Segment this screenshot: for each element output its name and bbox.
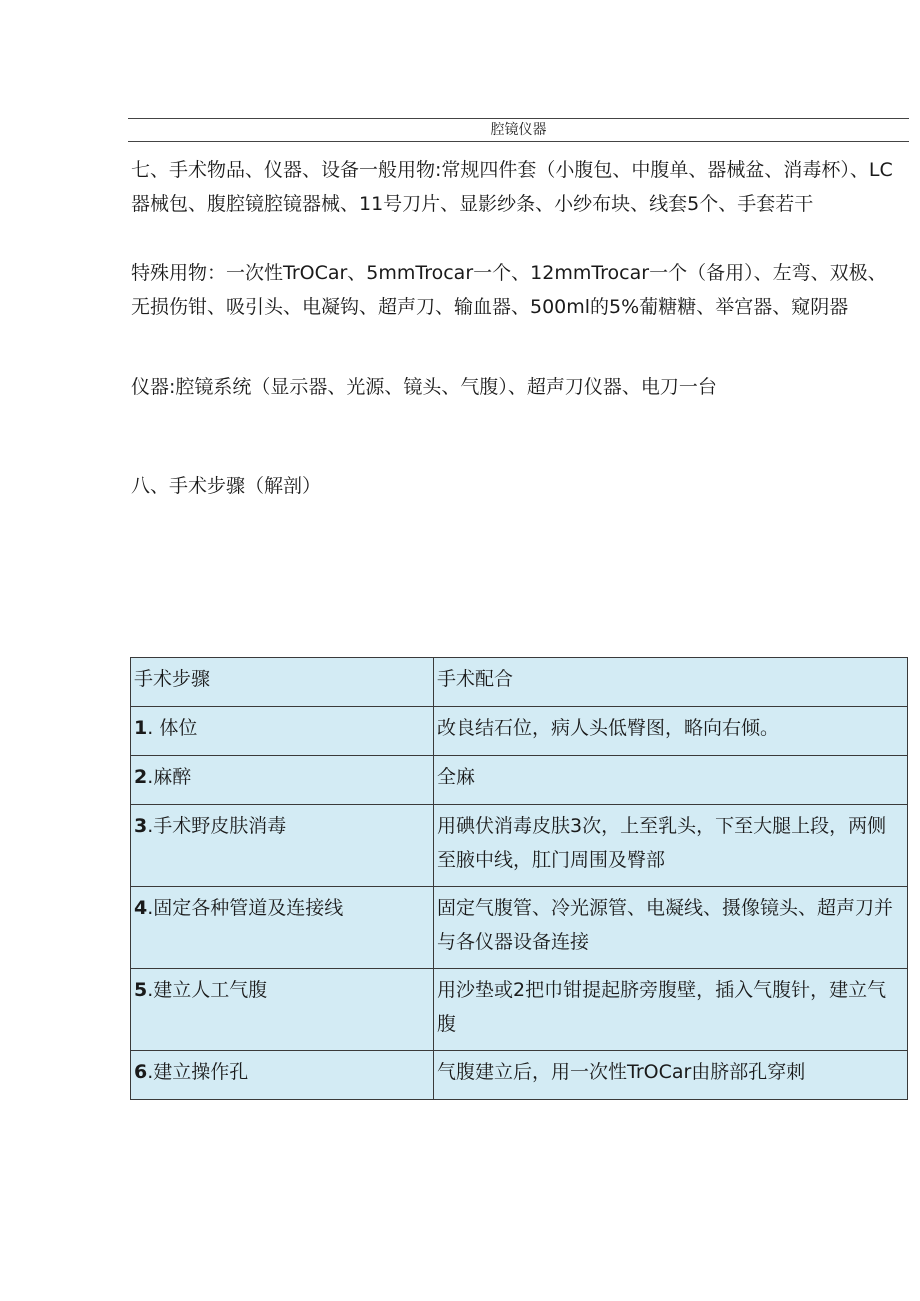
- step-number: 1: [134, 717, 148, 739]
- table-row: [131, 969, 908, 1051]
- step-label: .建立人工气腹: [147, 979, 268, 1001]
- step-cell: [131, 805, 434, 887]
- step-label: .固定各种管道及连接线: [147, 897, 344, 919]
- header-rule-bottom: [128, 141, 909, 142]
- action-cell: 用沙垫或2把巾钳提起脐旁腹壁，插入气腹针，建立气腹: [434, 969, 908, 1051]
- step-label: .麻醉: [147, 766, 192, 788]
- instruments-paragraph: 仪器:腔镜系统（显示器、光源、镜头、气腹）、超声刀仪器、电刀一台: [131, 376, 717, 398]
- step-number: 5: [134, 979, 148, 1001]
- step-label: .建立操作孔: [147, 1061, 249, 1083]
- table-header-row: [131, 658, 908, 707]
- step-number: 2: [134, 766, 148, 788]
- special-supplies-paragraph: 特殊用物：一次性TrOCar、5mmTrocar一个、12mmTrocar一个（备用）、左弯、双极、无损伤钳、吸引头、电凝钩、超声刀、输血器、500ml的5%葡糖糖、举宫器、窥阴器: [131, 262, 887, 318]
- table-row: [131, 1051, 908, 1100]
- step-number: 6: [134, 1061, 148, 1083]
- action-cell: 改良结石位，病人头低臀图，略向右倾。: [434, 707, 908, 756]
- section-heading-surgical-steps: 八、手术步骤（解剖）: [131, 475, 322, 497]
- table-row: [131, 707, 908, 756]
- step-cell: [131, 1051, 434, 1100]
- table-row: [131, 756, 908, 805]
- action-cell: 全麻: [434, 756, 908, 805]
- action-cell: 气腹建立后，用一次性TrOCar由脐部孔穿刺: [434, 1051, 908, 1100]
- step-number: 4: [134, 897, 148, 919]
- step-number: 3: [134, 815, 148, 837]
- step-label: .手术野皮肤消毒: [147, 815, 287, 837]
- step-cell: [131, 756, 434, 805]
- table-row: [131, 805, 908, 887]
- step-cell: [131, 887, 434, 969]
- page-header-title: 腔镜仪器: [490, 122, 547, 138]
- step-label: . 体位: [147, 717, 198, 739]
- step-cell: [131, 707, 434, 756]
- action-cell: 固定气腹管、冷光源管、电凝线、摄像镜头、超声刀并与各仪器设备连接: [434, 887, 908, 969]
- action-cell: 用碘伏消毒皮肤3次，上至乳头，下至大腿上段，两侧至腋中线，肛门周围及臀部: [434, 805, 908, 887]
- step-cell: [131, 969, 434, 1051]
- header-cell-action: 手术配合: [434, 658, 908, 707]
- surgical-steps-table: [130, 657, 908, 1100]
- header-cell-step: 手术步骤: [131, 658, 434, 707]
- table-row: [131, 887, 908, 969]
- header-rule-top: [128, 118, 909, 119]
- general-supplies-paragraph: 七、手术物品、仪器、设备一般用物:常规四件套（小腹包、中腹单、器械盆、消毒杯）、LC器械包、腹腔镜腔镜器械、11号刀片、显影纱条、小纱布块、线套5个、手套若干: [131, 159, 893, 215]
